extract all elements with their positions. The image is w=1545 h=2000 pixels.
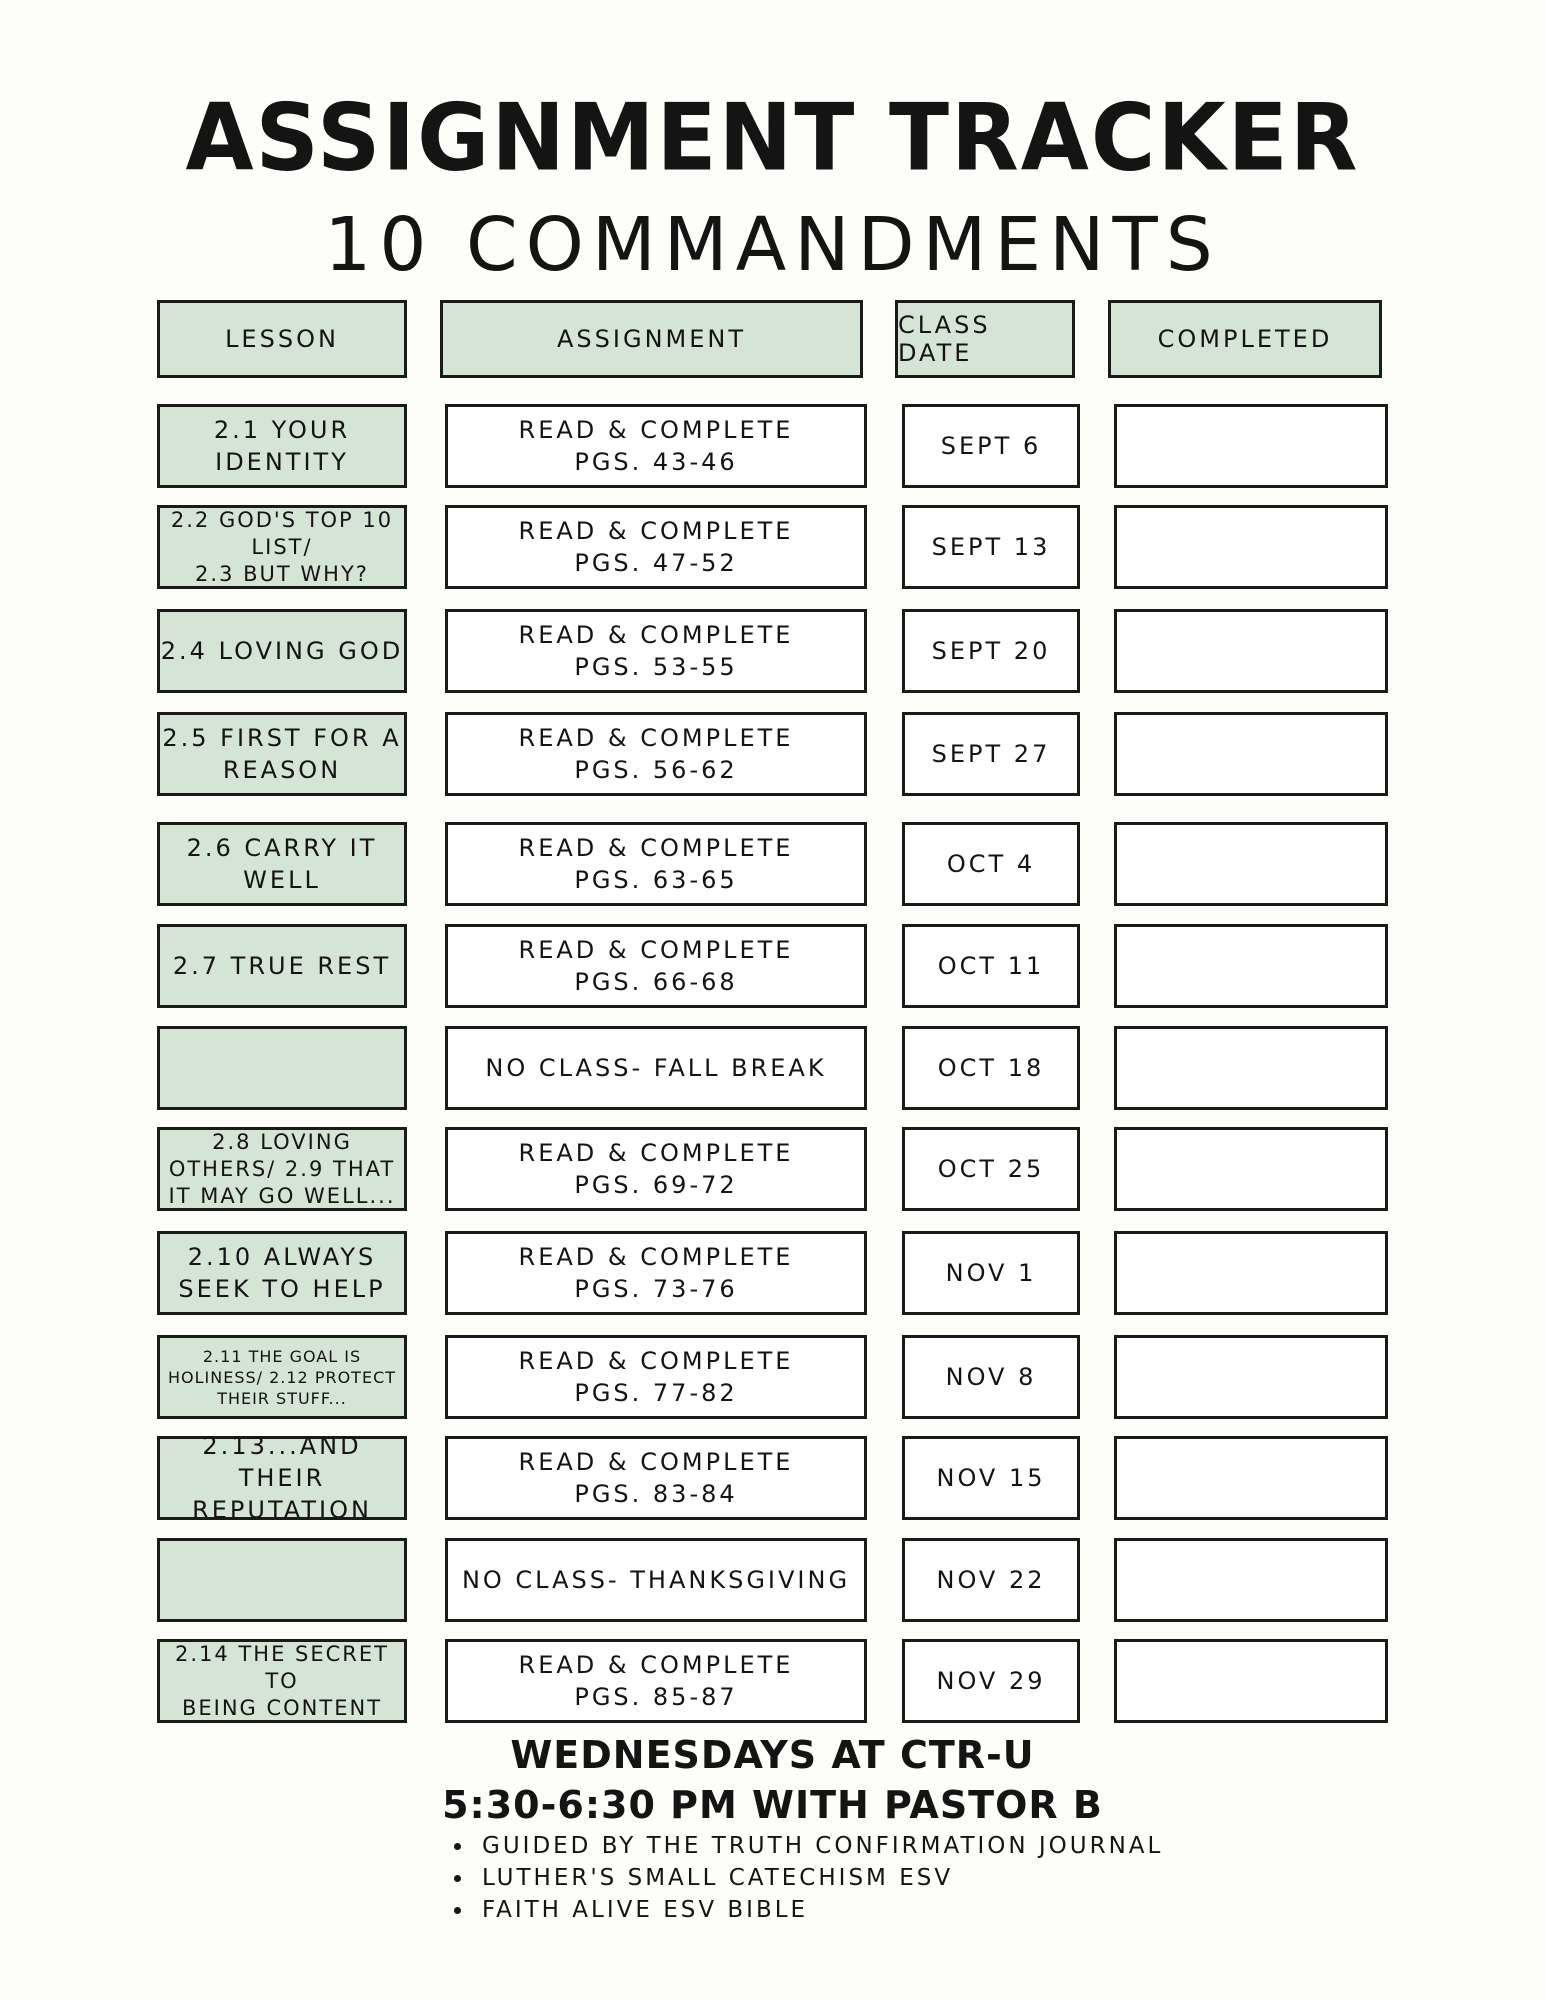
class-date-cell: SEPT 13 xyxy=(902,505,1080,589)
completed-checkbox[interactable] xyxy=(1114,1231,1388,1315)
lesson-cell: 2.10 ALWAYS SEEK TO HELP xyxy=(157,1231,407,1315)
class-date-cell: SEPT 27 xyxy=(902,712,1080,796)
header-class-date: CLASS DATE xyxy=(895,300,1075,378)
table-row xyxy=(0,609,1545,693)
completed-checkbox[interactable] xyxy=(1114,924,1388,1008)
lesson-cell: 2.6 CARRY IT WELL xyxy=(157,822,407,906)
lesson-cell xyxy=(157,1538,407,1622)
class-date-cell: OCT 18 xyxy=(902,1026,1080,1110)
lesson-cell xyxy=(157,1026,407,1110)
table-row xyxy=(0,924,1545,1008)
class-date-cell: SEPT 6 xyxy=(902,404,1080,488)
assignment-cell: READ & COMPLETE PGS. 66-68 xyxy=(445,924,867,1008)
assignment-cell: READ & COMPLETE PGS. 47-52 xyxy=(445,505,867,589)
assignment-cell: NO CLASS- THANKSGIVING xyxy=(445,1538,867,1622)
lesson-cell: 2.7 TRUE REST xyxy=(157,924,407,1008)
class-date-cell: NOV 29 xyxy=(902,1639,1080,1723)
assignment-cell: READ & COMPLETE PGS. 53-55 xyxy=(445,609,867,693)
completed-checkbox[interactable] xyxy=(1114,1436,1388,1520)
class-date-cell: NOV 15 xyxy=(902,1436,1080,1520)
resource-item: GUIDED BY THE TRUTH CONFIRMATION JOURNAL xyxy=(452,1830,1163,1862)
assignment-cell: NO CLASS- FALL BREAK xyxy=(445,1026,867,1110)
lesson-cell: 2.13...AND THEIR REPUTATION xyxy=(157,1436,407,1520)
completed-checkbox[interactable] xyxy=(1114,505,1388,589)
class-date-cell: OCT 11 xyxy=(902,924,1080,1008)
page-title: ASSIGNMENT TRACKER xyxy=(185,83,1360,192)
table-row xyxy=(0,712,1545,796)
class-date-cell: NOV 1 xyxy=(902,1231,1080,1315)
table-row xyxy=(0,404,1545,488)
table-row xyxy=(0,1538,1545,1622)
schedule-line: WEDNESDAYS AT CTR-U xyxy=(510,1733,1035,1777)
page-subtitle: 10 COMMANDMENTS xyxy=(324,202,1221,288)
table-row xyxy=(0,1127,1545,1211)
lesson-cell: 2.5 FIRST FOR A REASON xyxy=(157,712,407,796)
lesson-cell: 2.2 GOD'S TOP 10 LIST/ 2.3 BUT WHY? xyxy=(157,505,407,589)
completed-checkbox[interactable] xyxy=(1114,1026,1388,1110)
assignment-cell: READ & COMPLETE PGS. 73-76 xyxy=(445,1231,867,1315)
lesson-cell: 2.1 YOUR IDENTITY xyxy=(157,404,407,488)
table-row xyxy=(0,1432,1545,1524)
header-lesson: LESSON xyxy=(157,300,407,378)
table-row xyxy=(0,1335,1545,1419)
resource-item: LUTHER'S SMALL CATECHISM ESV xyxy=(452,1862,1163,1894)
class-date-cell: OCT 25 xyxy=(902,1127,1080,1211)
resource-item: FAITH ALIVE ESV BIBLE xyxy=(452,1894,1163,1926)
completed-checkbox[interactable] xyxy=(1114,1127,1388,1211)
lesson-cell: 2.11 THE GOAL IS HOLINESS/ 2.12 PROTECT THEIR STUFF... xyxy=(157,1335,407,1419)
completed-checkbox[interactable] xyxy=(1114,712,1388,796)
class-date-cell: OCT 4 xyxy=(902,822,1080,906)
time-line: 5:30-6:30 PM WITH PASTOR B xyxy=(442,1783,1103,1827)
lesson-cell: 2.8 LOVING OTHERS/ 2.9 THAT IT MAY GO WELL... xyxy=(157,1127,407,1211)
assignment-cell: READ & COMPLETE PGS. 83-84 xyxy=(445,1436,867,1520)
header-completed: COMPLETED xyxy=(1108,300,1382,378)
class-date-cell: NOV 22 xyxy=(902,1538,1080,1622)
table-row xyxy=(0,505,1545,589)
class-date-cell: SEPT 20 xyxy=(902,609,1080,693)
table-row xyxy=(0,1639,1545,1723)
table-row xyxy=(0,1026,1545,1110)
completed-checkbox[interactable] xyxy=(1114,1538,1388,1622)
table-row xyxy=(0,822,1545,906)
class-date-cell: NOV 8 xyxy=(902,1335,1080,1419)
completed-checkbox[interactable] xyxy=(1114,404,1388,488)
assignment-cell: READ & COMPLETE PGS. 63-65 xyxy=(445,822,867,906)
table-row xyxy=(0,1231,1545,1315)
assignment-cell: READ & COMPLETE PGS. 56-62 xyxy=(445,712,867,796)
lesson-cell: 2.14 THE SECRET TO BEING CONTENT xyxy=(157,1639,407,1723)
assignment-cell: READ & COMPLETE PGS. 85-87 xyxy=(445,1639,867,1723)
completed-checkbox[interactable] xyxy=(1114,822,1388,906)
completed-checkbox[interactable] xyxy=(1114,609,1388,693)
assignment-cell: READ & COMPLETE PGS. 69-72 xyxy=(445,1127,867,1211)
completed-checkbox[interactable] xyxy=(1114,1639,1388,1723)
lesson-cell: 2.4 LOVING GOD xyxy=(157,609,407,693)
header-assignment: ASSIGNMENT xyxy=(440,300,863,378)
assignment-cell: READ & COMPLETE PGS. 43-46 xyxy=(445,404,867,488)
completed-checkbox[interactable] xyxy=(1114,1335,1388,1419)
assignment-cell: READ & COMPLETE PGS. 77-82 xyxy=(445,1335,867,1419)
resource-list xyxy=(452,1830,1163,1926)
